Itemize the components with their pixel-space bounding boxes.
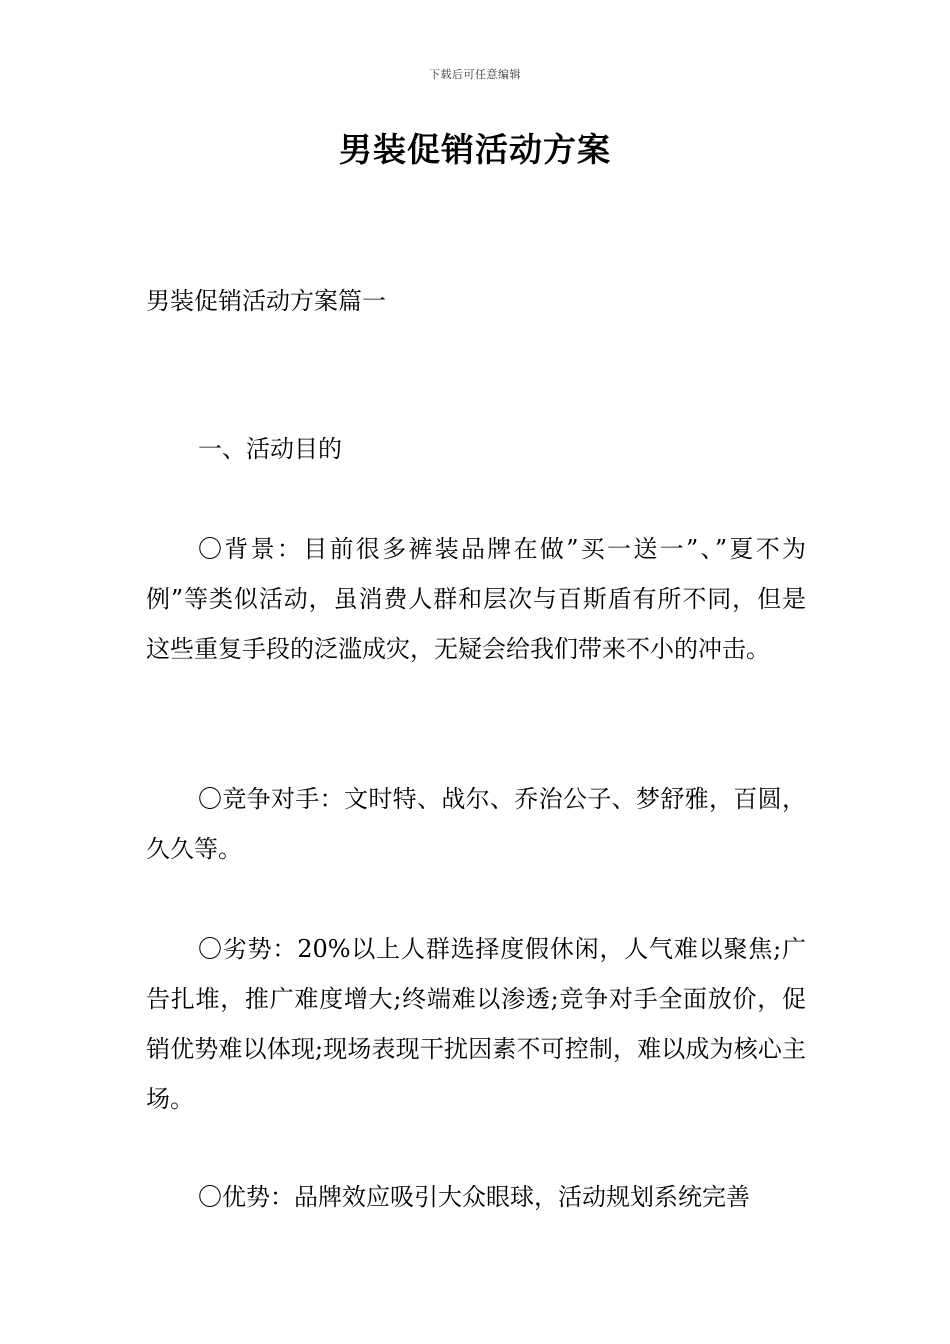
paragraph-strengths: 〇优势：品牌效应吸引大众眼球，活动规划系统完善	[198, 1183, 750, 1211]
header-note: 下载后可任意编辑	[429, 68, 521, 81]
paragraph-weaknesses: 〇劣势：20%以上人群选择度假休闲，人气难以聚焦;广告扎堆，推广难度增大;终端难以渗透;竞争对手全面放价，促销优势难以体现;现场表现干扰因素不可控制，难以成为核心主场。	[146, 935, 806, 1113]
paragraph-background: 〇背景：目前很多裤装品牌在做”买一送一”、”夏不为例”等类似活动，虽消费人群和层次与百斯盾有所不同，但是这些重复手段的泛滥成灾，无疑会给我们带来不小的冲击。	[146, 535, 806, 663]
document-subtitle: 男装促销活动方案篇一	[146, 287, 386, 315]
section-heading: 一、活动目的	[198, 435, 342, 463]
document-title: 男装促销活动方案	[339, 130, 611, 169]
paragraph-competitors: 〇竞争对手：文时特、战尔、乔治公子、梦舒雅，百圆，久久等。	[146, 785, 806, 863]
